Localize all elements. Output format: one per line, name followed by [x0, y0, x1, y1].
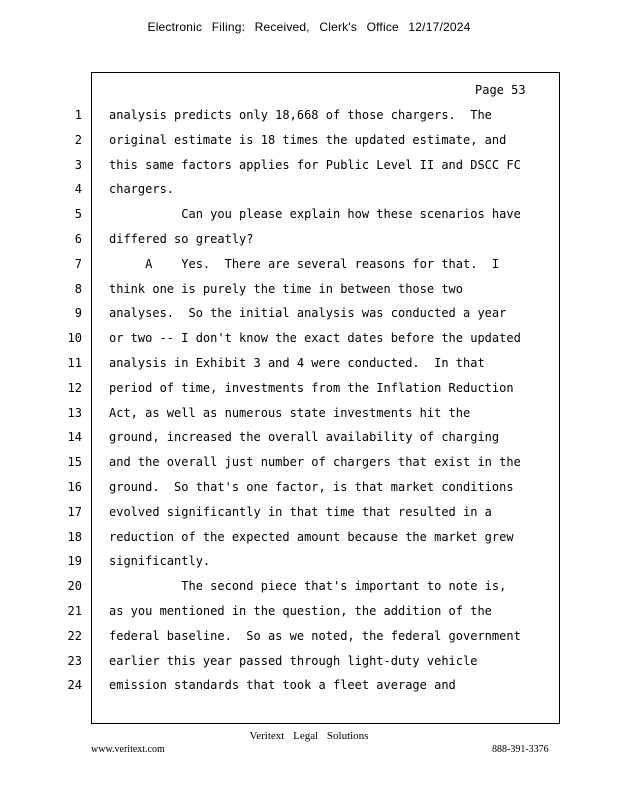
filing-header: Electronic Filing: Received, Clerk's Office 12/17/2024 — [147, 20, 471, 34]
line-number: 7 — [74, 256, 82, 271]
line-text: chargers. — [109, 182, 175, 197]
line-number: 9 — [74, 306, 82, 321]
line-text: analysis in Exhibit 3 and 4 were conducted. In that — [109, 356, 485, 370]
line-text: ground, increased the overall availability of charging — [109, 430, 500, 445]
footer-website: www.veritext.com — [91, 744, 165, 755]
transcript-line — [0, 356, 618, 381]
line-number: 14 — [67, 430, 82, 445]
transcript-line — [0, 381, 618, 406]
line-number: 10 — [67, 331, 82, 346]
line-text: significantly. — [109, 554, 211, 569]
line-number: 22 — [67, 628, 82, 643]
line-number: 18 — [67, 529, 82, 544]
line-text: reduction of the expected amount because the market grew — [109, 529, 514, 544]
transcript-line — [0, 530, 618, 555]
line-text: and the overall just number of chargers that exist in the — [109, 455, 521, 470]
line-number: 15 — [67, 455, 82, 470]
transcript-line — [0, 455, 618, 480]
transcript-line — [0, 207, 618, 232]
line-number: 17 — [67, 504, 82, 519]
transcript-line — [0, 678, 618, 703]
transcript-line — [0, 306, 618, 331]
transcript-line — [0, 331, 618, 356]
transcript-line — [0, 133, 618, 158]
line-text: evolved significantly in that time that resulted in a — [109, 504, 492, 519]
line-text: as you mentioned in the question, the addition of the — [109, 604, 492, 618]
transcript-line — [0, 158, 618, 183]
line-text: analysis predicts only 18,668 of those chargers. The — [109, 108, 492, 122]
line-text: A Yes. There are several reasons for that. I — [109, 256, 500, 271]
line-number: 23 — [67, 653, 82, 668]
transcript-line — [0, 108, 618, 133]
transcript-line — [0, 182, 618, 207]
line-text: period of time, investments from the Inflation Reduction — [109, 380, 514, 395]
line-number: 3 — [74, 157, 82, 172]
transcript-line — [0, 406, 618, 431]
line-text: earlier this year passed through light-duty vehicle — [109, 653, 478, 668]
line-text: ground. So that's one factor, is that market conditions — [109, 480, 514, 494]
transcript-line — [0, 579, 618, 604]
line-number: 21 — [67, 604, 82, 618]
line-text: emission standards that took a fleet average and — [109, 678, 456, 693]
line-number: 2 — [74, 132, 82, 147]
line-number: 4 — [74, 182, 82, 197]
line-number: 19 — [67, 554, 82, 569]
line-number: 8 — [74, 281, 82, 296]
line-text: federal baseline. So as we noted, the federal government — [109, 628, 521, 643]
line-text: think one is purely the time in between those two — [109, 281, 464, 296]
transcript-line — [0, 604, 618, 629]
transcript-line — [0, 480, 618, 505]
line-text: analyses. So the initial analysis was conducted a year — [109, 306, 507, 321]
line-text: The second piece that's important to note is, — [109, 579, 507, 594]
line-text: Act, as well as numerous state investments hit the — [109, 405, 471, 420]
transcript-line — [0, 232, 618, 257]
line-number: 13 — [67, 405, 82, 420]
transcript-line — [0, 430, 618, 455]
footer-phone: 888-391-3376 — [492, 744, 549, 755]
line-number: 1 — [74, 108, 82, 122]
transcript-line — [0, 554, 618, 579]
line-number: 24 — [67, 678, 82, 693]
line-number: 16 — [67, 480, 82, 494]
line-text: original estimate is 18 times the updated estimate, and — [109, 132, 507, 147]
line-text: differed so greatly? — [109, 232, 254, 246]
transcript-line — [0, 629, 618, 654]
line-number: 11 — [67, 356, 82, 370]
line-number: 6 — [74, 232, 82, 246]
line-number: 12 — [67, 380, 82, 395]
transcript-line — [0, 282, 618, 307]
line-text: this same factors applies for Public Level II and DSCC FC — [109, 157, 521, 172]
line-number: 20 — [67, 579, 82, 594]
line-number: 5 — [74, 207, 82, 222]
footer-company: Veritext Legal Solutions — [249, 730, 369, 742]
page-number-label: Page 53 — [475, 83, 526, 97]
line-text: or two -- I don't know the exact dates before the updated — [109, 331, 521, 346]
transcript-line — [0, 505, 618, 530]
transcript-line — [0, 257, 618, 282]
transcript-line — [0, 654, 618, 679]
line-text: Can you please explain how these scenarios have — [109, 207, 521, 222]
